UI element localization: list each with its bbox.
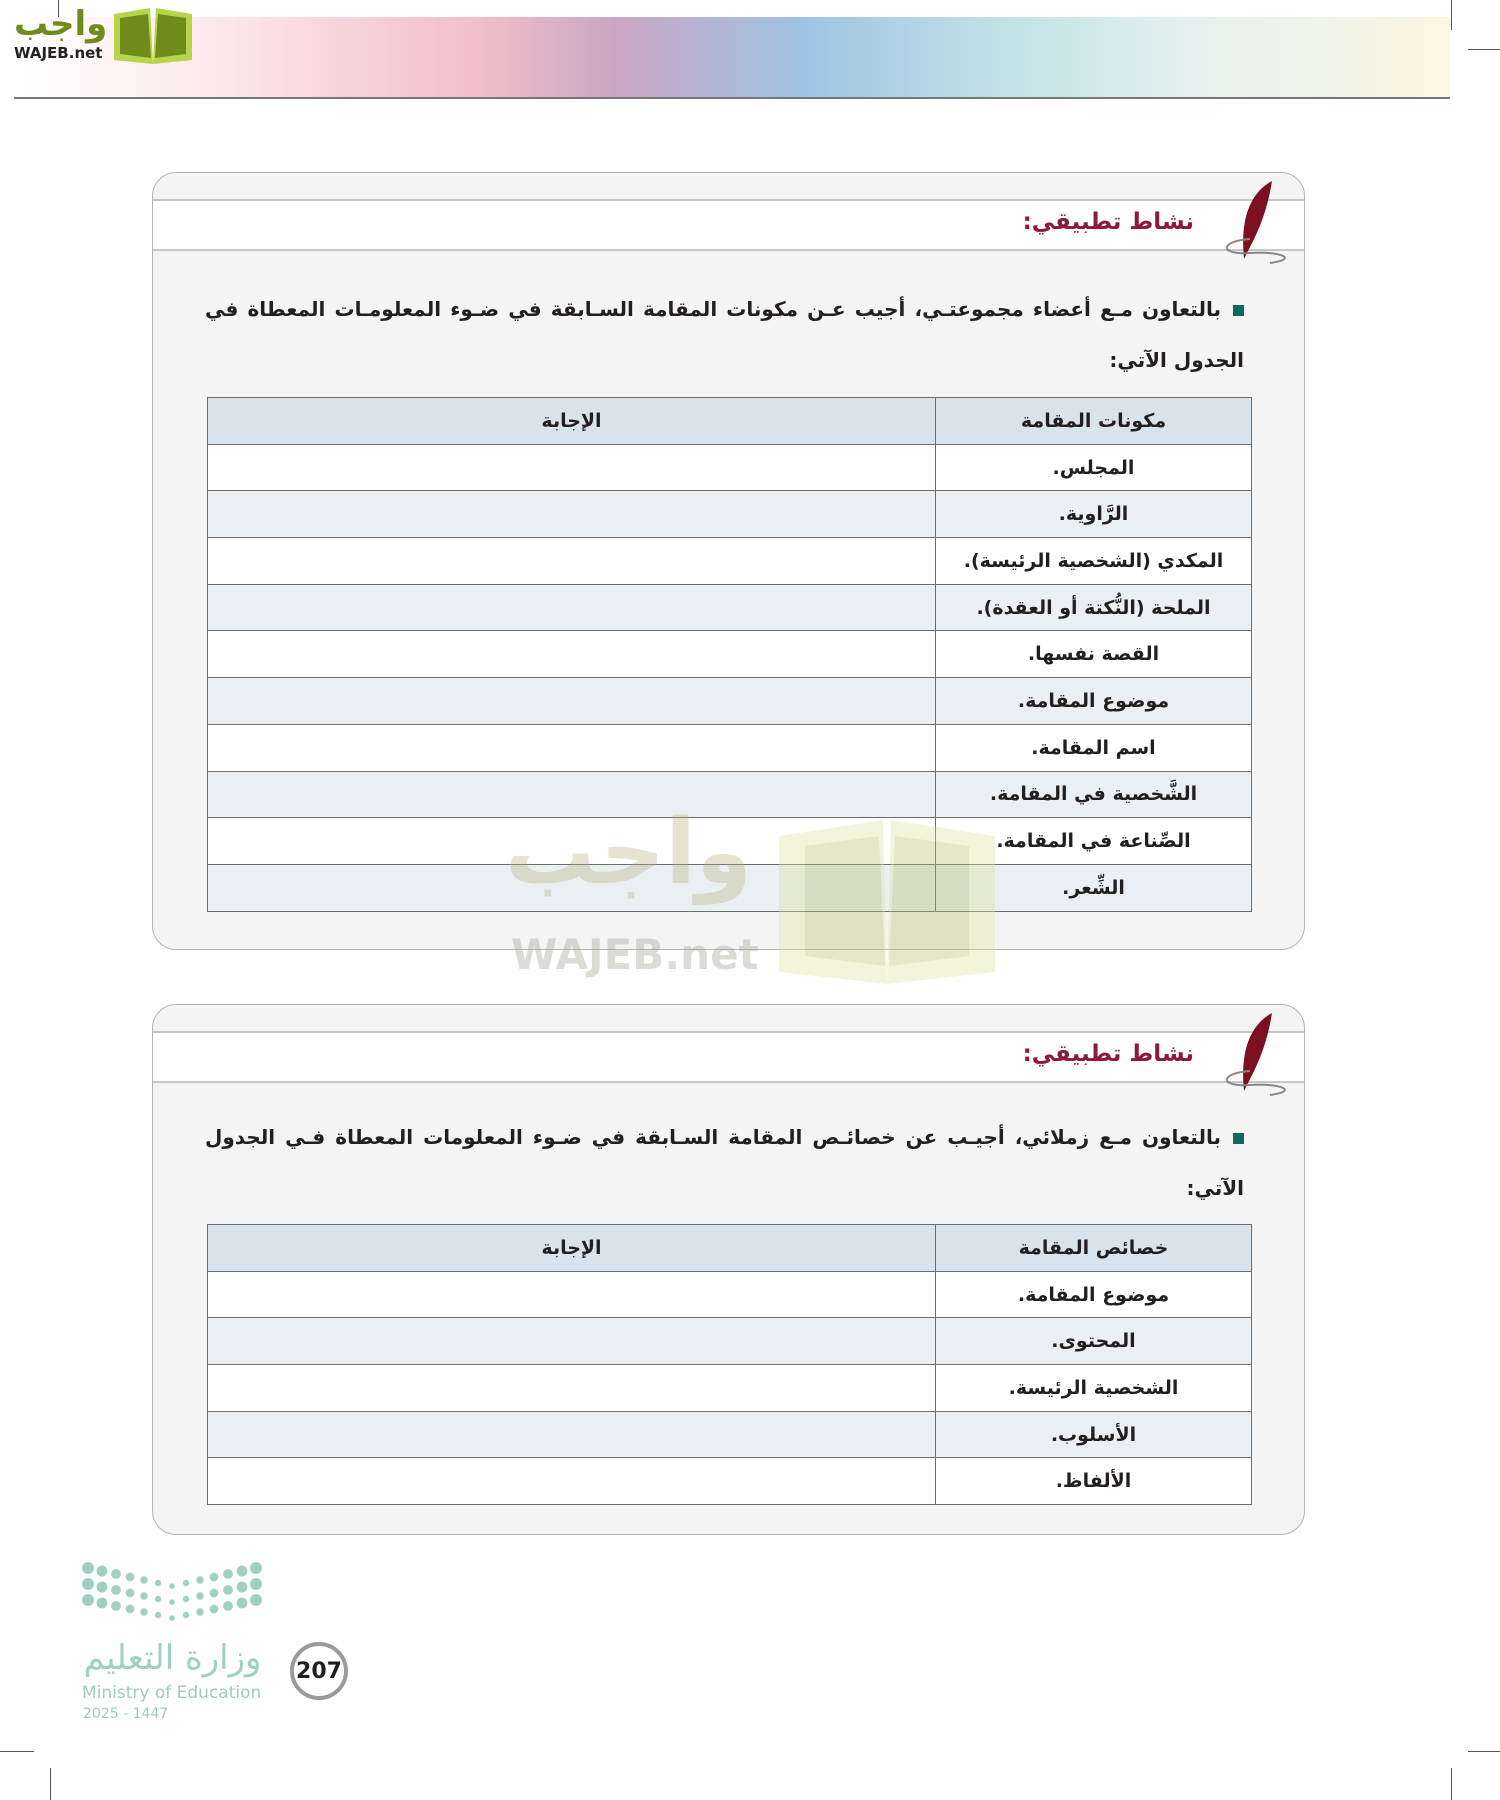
row-label: الرَّاوية. bbox=[936, 491, 1252, 538]
answer-cell[interactable] bbox=[208, 1458, 936, 1505]
bullet-icon bbox=[1233, 305, 1244, 316]
logo-dot bbox=[210, 1589, 219, 1598]
row-label: موضوع المقامة. bbox=[936, 678, 1252, 725]
column-header: الإجابة bbox=[208, 1225, 936, 1272]
answer-cell[interactable] bbox=[208, 1411, 936, 1458]
logo-dot bbox=[126, 1573, 135, 1582]
crop-mark bbox=[1468, 1751, 1500, 1752]
watermark-arabic: واجب bbox=[505, 800, 752, 905]
answer-cell[interactable] bbox=[208, 771, 936, 818]
table-row bbox=[208, 818, 1252, 865]
row-label: الأسلوب. bbox=[936, 1411, 1252, 1458]
answer-cell[interactable] bbox=[208, 678, 936, 725]
row-label: المحتوى. bbox=[936, 1318, 1252, 1365]
row-label: اسم المقامة. bbox=[936, 724, 1252, 771]
logo-dot bbox=[250, 1594, 262, 1606]
row-label: الشخصية الرئيسة. bbox=[936, 1365, 1252, 1412]
logo-dot bbox=[82, 1578, 94, 1590]
logo-dot bbox=[140, 1592, 148, 1600]
logo-dot bbox=[126, 1605, 135, 1614]
ministry-dots-icon bbox=[80, 1560, 265, 1630]
logo-dot bbox=[183, 1580, 190, 1587]
row-label: المكدي (الشخصية الرئيسة). bbox=[936, 538, 1252, 585]
logo-dot bbox=[169, 1615, 174, 1620]
logo-dot bbox=[223, 1601, 233, 1611]
characteristics-table bbox=[207, 1224, 1252, 1505]
answer-cell[interactable] bbox=[208, 631, 936, 678]
logo-dot bbox=[97, 1566, 108, 1577]
activity-header bbox=[153, 199, 1304, 251]
table-row bbox=[208, 1365, 1252, 1412]
logo-dot bbox=[237, 1566, 248, 1577]
activity-title: نشاط تطبيقي: bbox=[1022, 209, 1194, 235]
answer-cell[interactable] bbox=[208, 864, 936, 911]
logo-dot bbox=[82, 1594, 94, 1606]
activity-instruction bbox=[205, 1112, 1244, 1214]
logo-dot bbox=[183, 1596, 190, 1603]
logo-dot bbox=[97, 1582, 108, 1593]
table-row bbox=[208, 631, 1252, 678]
column-header: خصائص المقامة bbox=[936, 1225, 1252, 1272]
logo-dot bbox=[250, 1562, 262, 1574]
logo-dot bbox=[155, 1596, 162, 1603]
logo-dot bbox=[210, 1573, 219, 1582]
table-row bbox=[208, 491, 1252, 538]
logo-dot bbox=[237, 1598, 248, 1609]
answer-cell[interactable] bbox=[208, 491, 936, 538]
table-row bbox=[208, 584, 1252, 631]
instruction-text: بالتعاون مـع أعضاء مجموعتـي، أجيب عـن مكونات المقامة السـابقة في ضـوء المعلومـات المعطاة في الجدول الآتي: bbox=[205, 297, 1244, 372]
logo-dot bbox=[97, 1598, 108, 1609]
table-row bbox=[208, 678, 1252, 725]
logo-dot bbox=[126, 1589, 135, 1598]
answer-cell[interactable] bbox=[208, 724, 936, 771]
bullet-icon bbox=[1233, 1133, 1244, 1144]
table-row bbox=[208, 1318, 1252, 1365]
row-label: الشِّعر. bbox=[936, 864, 1252, 911]
logo-dot bbox=[111, 1601, 121, 1611]
row-label: الألفاظ. bbox=[936, 1458, 1252, 1505]
header-banner bbox=[14, 17, 1450, 99]
row-label: القصة نفسها. bbox=[936, 631, 1252, 678]
answer-cell[interactable] bbox=[208, 818, 936, 865]
activity-title: نشاط تطبيقي: bbox=[1022, 1041, 1194, 1067]
page-number: 207 bbox=[290, 1642, 348, 1700]
logo-dot bbox=[183, 1612, 190, 1619]
table-row bbox=[208, 864, 1252, 911]
crop-mark bbox=[50, 1768, 51, 1800]
logo-dot bbox=[111, 1569, 121, 1579]
answer-cell[interactable] bbox=[208, 1271, 936, 1318]
logo-dot bbox=[82, 1562, 94, 1574]
row-label: الصِّناعة في المقامة. bbox=[936, 818, 1252, 865]
crop-mark bbox=[0, 1751, 34, 1752]
logo-dot bbox=[250, 1578, 262, 1590]
row-label: الملحة (النُّكتة أو العقدة). bbox=[936, 584, 1252, 631]
logo-dot bbox=[223, 1585, 233, 1595]
table-row bbox=[208, 1411, 1252, 1458]
activity-box-2 bbox=[152, 1004, 1305, 1535]
logo-arabic: واجب bbox=[14, 4, 108, 44]
logo-dot bbox=[155, 1580, 162, 1587]
quill-icon bbox=[1210, 179, 1300, 269]
answer-cell[interactable] bbox=[208, 538, 936, 585]
activity-instruction bbox=[205, 284, 1244, 386]
crop-mark bbox=[1468, 49, 1500, 50]
components-table bbox=[207, 397, 1252, 912]
row-label: موضوع المقامة. bbox=[936, 1271, 1252, 1318]
logo-latin: WAJEB.net bbox=[14, 44, 103, 62]
logo-dot bbox=[169, 1583, 174, 1588]
logo-dot bbox=[140, 1608, 148, 1616]
logo-dot bbox=[210, 1605, 219, 1614]
table-row bbox=[208, 724, 1252, 771]
answer-cell[interactable] bbox=[208, 444, 936, 491]
crop-mark bbox=[1451, 1768, 1452, 1800]
logo-dot bbox=[169, 1599, 174, 1604]
logo-dot bbox=[223, 1569, 233, 1579]
logo-dot bbox=[111, 1585, 121, 1595]
logo-dot bbox=[196, 1608, 204, 1616]
activity-box-1 bbox=[152, 172, 1305, 950]
row-label: المجلس. bbox=[936, 444, 1252, 491]
wajeb-logo[interactable] bbox=[10, 4, 190, 66]
quill-icon bbox=[1210, 1011, 1300, 1101]
logo-dot bbox=[237, 1582, 248, 1593]
logo-dot bbox=[155, 1612, 162, 1619]
academic-year: 2025 - 1447 bbox=[83, 1706, 169, 1722]
column-header: مكونات المقامة bbox=[936, 398, 1252, 445]
table-row bbox=[208, 538, 1252, 585]
answer-cell[interactable] bbox=[208, 584, 936, 631]
book-icon bbox=[110, 6, 196, 66]
table-row bbox=[208, 1271, 1252, 1318]
row-label: الشَّخصية في المقامة. bbox=[936, 771, 1252, 818]
logo-dot bbox=[196, 1576, 204, 1584]
activity-header bbox=[153, 1031, 1304, 1083]
answer-cell[interactable] bbox=[208, 1365, 936, 1412]
ministry-logo bbox=[80, 1560, 360, 1730]
instruction-text: بالتعاون مـع زملائي، أجيـب عن خصائـص المقامة السـابقة في ضـوء المعلومات المعطاة فـي الجدول الآتي: bbox=[205, 1125, 1244, 1200]
table-row bbox=[208, 771, 1252, 818]
logo-dot bbox=[140, 1576, 148, 1584]
watermark-latin: WAJEB.net bbox=[511, 930, 759, 979]
ministry-english: Ministry of Education bbox=[82, 1683, 262, 1703]
logo-dot bbox=[196, 1592, 204, 1600]
ministry-arabic: وزارة التعليم bbox=[83, 1638, 262, 1678]
table-row bbox=[208, 444, 1252, 491]
crop-mark bbox=[1451, 0, 1452, 30]
column-header: الإجابة bbox=[208, 398, 936, 445]
table-row bbox=[208, 1458, 1252, 1505]
answer-cell[interactable] bbox=[208, 1318, 936, 1365]
